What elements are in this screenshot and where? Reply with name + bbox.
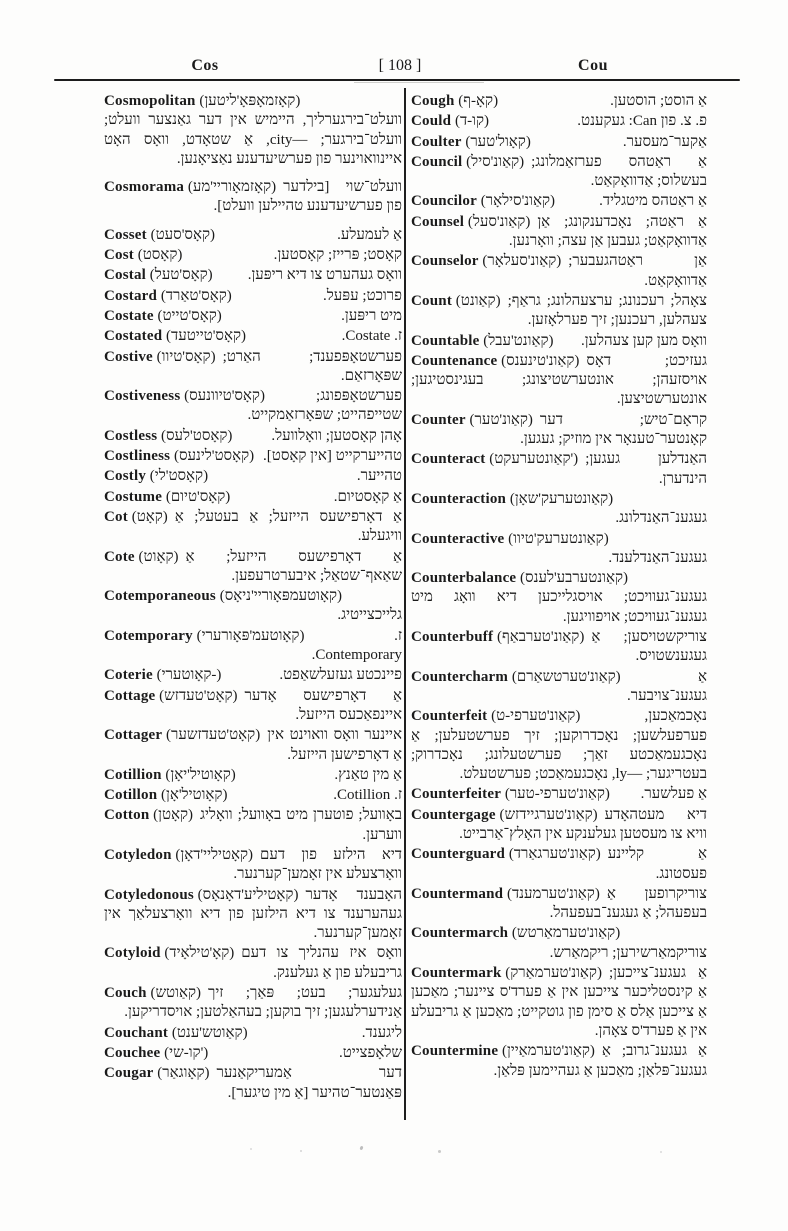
entry-definition: אַ געגענ־צויבער. (627, 668, 707, 704)
entry-definition: געלעגער; בעט; פּאַך; זיך אַנידערלעגען; זיך בוקען; בעהאַלטען; אויסדריקען. (124, 985, 402, 1021)
entry-headword: Counter (411, 411, 466, 428)
entry-definition: ליגענד. (361, 1024, 402, 1041)
entry-definition: וואָס מען קען צעהלען. (580, 332, 707, 349)
headword-group (411, 213, 530, 232)
entry-pronunciation: (קאַונ'סעל) (467, 213, 531, 230)
entry-pronunciation: (קאָס'טייט) (157, 307, 222, 324)
dictionary-entry (411, 292, 707, 331)
entry-pronunciation: (קאָוטיל'אָן) (161, 787, 228, 804)
headword-group (104, 1064, 209, 1083)
entry-definition: טהייער. (356, 468, 402, 485)
entry-headword: Costard (104, 287, 158, 304)
entry-definition: אַ הוסט; הוסטען. (610, 93, 707, 109)
entry-pronunciation: (קאַונ'סיל) (466, 153, 525, 170)
dictionary-entry (104, 666, 402, 685)
entry-pronunciation: (קאָט'טעדזשער) (166, 727, 261, 744)
entry-headword: Cotemporaneous (104, 588, 216, 605)
dictionary-entry (104, 327, 402, 346)
entry-definition: פערשטאָפּפענד; האַרט; שפּאָרזאַם. (222, 348, 402, 384)
entry-headword: Cost (104, 247, 134, 264)
entry-definition: ז. Contemporary. (311, 627, 402, 664)
headword-group (411, 964, 602, 983)
headword-group (104, 687, 238, 706)
dictionary-entry (411, 112, 707, 131)
dictionary-entry (411, 192, 707, 211)
entry-definition: קראָם־טיש; דער קאָנטער־טענאָר אין מוזיק; געגען. (520, 411, 707, 448)
headword-group (104, 1044, 208, 1063)
headword-group (104, 327, 246, 346)
dictionary-entry (104, 984, 402, 1023)
dictionary-entry (104, 587, 402, 626)
entry-pronunciation: (קאַונ'טערבאַף) (496, 629, 585, 646)
entry-headword: Countermark (411, 965, 502, 982)
entry-definition: וואָס געהערט צו דיא ריפּען. (247, 267, 402, 284)
headword-group (411, 924, 620, 943)
entry-headword: Countenance (411, 352, 498, 369)
headword-group (411, 192, 555, 211)
headword-group (104, 587, 342, 606)
entry-pronunciation: (קאָטיליע'דאָנאָס) (197, 886, 299, 903)
headword-group (411, 411, 533, 430)
entry-headword: Counterbuff (411, 629, 494, 646)
entry-headword: Countermine (411, 1043, 499, 1060)
entry-headword: Countergage (411, 806, 496, 823)
headword-group (104, 766, 236, 785)
entry-definition: אַ דאָרפישעס הייזעל; אַ שאַאף־שטאַל; איבערטרעפען. (185, 548, 402, 584)
entry-pronunciation: (קאַונ'סילאָר) (480, 193, 556, 210)
dictionary-entry (104, 726, 402, 765)
dictionary-entry (411, 490, 707, 529)
dictionary-entry (104, 307, 402, 326)
entry-pronunciation: (קאָסט'לעס) (161, 427, 233, 444)
entry-pronunciation: (קאָס'טיום) (165, 488, 231, 505)
entry-pronunciation: (קאַונט) (455, 292, 501, 309)
dictionary-entry (104, 387, 402, 426)
entry-pronunciation: (קאַונ'טערפי-ט) (491, 708, 581, 725)
headword-group (104, 786, 227, 805)
entry-headword: Coterie (104, 667, 153, 684)
headword-group (104, 467, 208, 486)
entry-definition: צאָהל; רעכנונג; ערצעהלונג; גראַף; צעהלען, רעכנען; זיך פערלאָזען. (507, 292, 707, 329)
headword-group (411, 490, 613, 509)
entry-headword: Couchee (104, 1044, 161, 1061)
entry-definition: אַ דאָרפישעס הייזעל; אַ בעטעל; אַ וויגעלע. (174, 508, 402, 545)
entry-headword: Costate (104, 307, 154, 324)
dictionary-entry (104, 348, 402, 387)
headword-group (104, 427, 232, 446)
dictionary-entry (104, 766, 402, 785)
entry-headword: Cot (104, 508, 128, 525)
entry-pronunciation: (קאָוטיל'יאָן) (165, 766, 236, 783)
entry-pronunciation: (קאַונ'טערמענד) (506, 885, 600, 902)
dictionary-entry (411, 411, 707, 450)
dictionary-entry (411, 806, 707, 845)
headword-group (411, 252, 561, 271)
entry-pronunciation: (קאַוטש'ענט) (171, 1024, 248, 1041)
header-guide-word-left: Cos (191, 57, 219, 74)
entry-headword: Costiveness (104, 388, 181, 405)
dictionary-entry (411, 845, 707, 884)
entry-pronunciation: (קאַונ'טער) (469, 411, 533, 428)
entry-pronunciation: (קאַונ'סעלאָר) (482, 253, 562, 270)
dictionary-entry (104, 92, 402, 169)
entry-pronunciation: (קאָטיליי'דאָן) (175, 846, 254, 863)
entry-pronunciation: (קאַונ'טערמאַרק) (505, 965, 602, 982)
entry-definition: צוריקרופען אַ בעפעהל; אַ געגענ־בעפעהל. (549, 885, 707, 922)
headword-group (104, 226, 215, 245)
entry-pronunciation: (קאָט'טעדזש) (159, 687, 238, 704)
headword-group (411, 569, 628, 588)
headword-group (104, 666, 221, 685)
entry-headword: Counterguard (411, 846, 506, 863)
dictionary-entry (104, 944, 402, 983)
entry-pronunciation: (קאָוטעמפּאָוריי'ניאָס) (219, 588, 343, 605)
headword-group (104, 447, 254, 466)
entry-headword: Coulter (411, 133, 462, 150)
entry-headword: Cotemporary (104, 627, 193, 644)
dictionary-entry (104, 806, 402, 845)
dictionary-entry (411, 628, 707, 667)
dictionary-entry (104, 427, 402, 446)
headword-group (411, 133, 531, 152)
entry-pronunciation: (קאָוט) (138, 548, 179, 565)
dictionary-entry (104, 287, 402, 306)
entry-definition: אַ ראַטהס פערזאַמלונג; בעשלוס; אַדוואָקאַט. (531, 153, 707, 190)
dictionary-entry (104, 488, 402, 507)
entry-definition: וואָס איז עהנליך צו דעם גריבעלע פון אַ געלענק. (241, 945, 402, 981)
entry-headword: Counterbalance (411, 570, 517, 587)
entry-headword: Couch (104, 985, 147, 1002)
headword-group (104, 348, 216, 367)
entry-headword: Costless (104, 427, 158, 444)
entry-pronunciation: (קאָסט) (137, 247, 183, 264)
header-page-number: [ 108 ] (378, 57, 422, 74)
headword-group (411, 292, 501, 311)
entry-headword: Cougar (104, 1065, 154, 1082)
entry-pronunciation: (קאַוטש) (150, 985, 201, 1002)
dictionary-entry (411, 707, 707, 784)
entry-pronunciation: (קאָוגאַר) (157, 1065, 210, 1082)
entry-definition: דיא הילזע פון דעם וואָרצעלע אין זאָמען־קערנער. (233, 846, 402, 883)
dictionary-entry (411, 785, 707, 804)
dictionary-entry (411, 924, 707, 963)
entry-headword: Count (411, 292, 453, 309)
entry-pronunciation: (קאַונ'טערמאַיין) (501, 1043, 595, 1060)
dictionary-entry (104, 226, 402, 245)
dictionary-entry (411, 450, 707, 489)
entry-definition: באָוועל; פוטערן מיט באָוועל; וואָליג ווערען. (200, 807, 402, 843)
column-divider (404, 88, 406, 1120)
entry-definition: איינער וואָס וואוינט אין אַ דאָרפישען הייזעל. (267, 727, 402, 763)
entry-definition: אַ ראַטהס מיטגליד. (599, 193, 707, 210)
headword-group (104, 627, 304, 646)
entry-pronunciation: (קאָוטעמ'פּאָורערי) (196, 627, 305, 644)
dictionary-entry (411, 1042, 707, 1081)
dictionary-entry (104, 548, 402, 587)
entry-headword: Cosmopolitan (104, 93, 196, 109)
headword-group (104, 548, 178, 567)
entry-headword: Cotyledon (104, 846, 172, 863)
headword-group (411, 885, 600, 904)
entry-headword: Costated (104, 328, 163, 345)
headword-group (104, 488, 230, 507)
entry-pronunciation: (קאָס'סעט) (150, 226, 215, 243)
header-guide-word-right: Cou (578, 57, 608, 74)
headword-group (411, 806, 598, 825)
entry-headword: Cotyledonous (104, 886, 194, 903)
entry-definition: שלאָפצייט. (338, 1044, 402, 1061)
entry-definition: פיינכטע געזעלשאַפט. (279, 667, 402, 684)
entry-pronunciation: (קאָסט'לי) (149, 468, 209, 485)
entry-headword: Countermarch (411, 925, 509, 942)
entry-definition: טהייערקייט [אין קאָסט]. (263, 448, 402, 465)
entry-headword: Couchant (104, 1024, 169, 1041)
dictionary-entry (104, 846, 402, 885)
dictionary-entry (411, 352, 707, 410)
entry-definition: געגענ־געוויכט; אויסגלייכען דיא וואָג מיט געגענ־געוויכט; אויפוויגען. (411, 589, 707, 625)
headword-group (411, 1042, 595, 1061)
entry-pronunciation: (קאָט) (131, 508, 168, 525)
entry-headword: Counterfeit (411, 708, 488, 725)
dictionary-entry (104, 627, 402, 666)
dictionary-entry (411, 153, 707, 192)
dictionary-entry (411, 885, 707, 924)
entry-definition: דער אַמעריקאַנער פּאַנטער־טהיער [אַ מין טיגער]. (216, 1065, 402, 1101)
entry-definition: פערשטאָפּפונג; שטייפהייט; שפּאָרזאַמקייט. (247, 388, 402, 424)
headword-group (411, 112, 489, 131)
dictionary-entry (104, 266, 402, 285)
dictionary-entry (411, 530, 707, 569)
headword-group (104, 92, 300, 111)
entry-pronunciation: (קאָזמאָוריי'מע) (187, 179, 277, 196)
entry-headword: Counselor (411, 253, 479, 270)
entry-pronunciation: (קאָס'טעל) (149, 267, 213, 284)
entry-headword: Costume (104, 488, 163, 505)
entry-definition: נאָכמאַכען, פערפעלשען; נאָכדרוקען; זיך פערשטעלען; אַ נאָכגעמאַכטע זאַך; פערשטעלונג; נאָכדרוק; בעטריגער; —ly, נאָכגעמאַכט; פערשטעלט. (411, 708, 707, 783)
entry-definition: האַנדלען געגען; הינדערן. (585, 451, 707, 487)
entry-definition: וועלט־שוי [בילדער פון פערשיעדענע טהיילען וועלט]. (213, 179, 402, 215)
scan-smudge (359, 1146, 363, 1151)
scan-smudge (250, 1148, 252, 1150)
entry-definition: אַ געגענ־צייכען; אַ קינסטליכער צייכען אין אַ פערד'ס ציינער; מאַכען אַ צייכען אַלס אַ סימן פון גוטקייט; מאַכען אַ גריבעלע אין אַ פערד'ס צאָהן. (411, 965, 707, 1039)
entry-definition: געזיכט; דאָס אויסזעהן; אונטערשטיצונג; בעגינסטיגען; אונטערשטיצען. (411, 352, 707, 408)
headword-group (411, 332, 553, 351)
entry-definition: האָבענד אָדער געהערענד צו דיא הילזען פון דיא וואָרצעלאַך אין זאָמען־קערנער. (104, 886, 402, 942)
scan-smudge (660, 1151, 662, 1153)
left-column (104, 92, 402, 1104)
entry-pronunciation: (קאַונט'עבל) (483, 332, 554, 349)
entry-pronunciation: (קאָסט'לינעס) (173, 448, 255, 465)
entry-pronunciation: (קאָטן) (153, 807, 194, 824)
dictionary-entry (104, 246, 402, 265)
entry-pronunciation: (קאַונ'טערגאַרד) (508, 846, 601, 863)
entry-pronunciation: (קו-שי') (164, 1044, 209, 1061)
entry-pronunciation: (קאָס'טיוונעס) (184, 388, 265, 405)
entry-definition: אַ מין טאַנץ. (334, 766, 402, 783)
dictionary-entry (104, 687, 402, 726)
right-column (411, 92, 707, 1082)
headword-group (104, 287, 232, 306)
entry-headword: Counteraction (411, 490, 507, 507)
entry-definition: פ. צ. פון Can: געקענט. (577, 113, 707, 130)
entry-headword: Countable (411, 332, 480, 349)
entry-definition: אָהן קאָסטען; וואָלוועל. (271, 427, 402, 444)
dictionary-entry (411, 964, 707, 1041)
dictionary-entry (104, 447, 402, 466)
entry-headword: Costal (104, 267, 147, 284)
headword-group (104, 508, 168, 527)
entry-definition: גלייכצייטיג. (337, 607, 402, 624)
headword-group (104, 178, 276, 197)
dictionary-entry (104, 1064, 402, 1103)
entry-pronunciation: (קאַונ'טערמאַרטש) (511, 925, 621, 942)
entry-definition: ז. Cotillion. (333, 787, 402, 804)
headword-group (411, 785, 610, 804)
entry-pronunciation: (קאַונ'טערפי-טער) (504, 786, 610, 803)
entry-headword: Council (411, 153, 463, 170)
entry-pronunciation: (קאַונ'טערטשאַרם) (511, 668, 621, 685)
entry-headword: Countermand (411, 885, 504, 902)
entry-definition: צוריקמאַרשירען; ריקמאַרש. (549, 944, 707, 961)
dictionary-entry (104, 786, 402, 805)
dictionary-entry (104, 1044, 402, 1063)
entry-pronunciation: (קאָס'טאַרד) (160, 287, 232, 304)
header-rule (54, 79, 740, 81)
entry-pronunciation: (קאָ'טילאָיד) (164, 945, 235, 962)
dictionary-entry (104, 508, 402, 547)
entry-pronunciation: (קאָ-ף) (458, 93, 499, 109)
headword-group (411, 668, 621, 687)
dictionary-entry (411, 133, 707, 152)
entry-pronunciation: (קאָול'טער) (465, 133, 531, 150)
headword-group (104, 246, 182, 265)
entry-pronunciation: (קאָס'טיוו) (156, 348, 216, 365)
entry-pronunciation: (קאָזמאָפּאָ'ליטען) (199, 93, 301, 109)
headword-group (104, 886, 298, 905)
entry-definition: געגענ־האַנדלענד. (608, 549, 707, 566)
dictionary-entry (104, 467, 402, 486)
entry-headword: Cottager (104, 727, 163, 744)
headword-group (104, 1024, 248, 1043)
entry-definition: ז. Costate. (341, 328, 402, 345)
entry-headword: Countercharm (411, 668, 509, 685)
entry-definition: געגענ־האַנדלונג. (615, 510, 707, 527)
entry-pronunciation: (קאַונטערעקט') (489, 451, 579, 468)
entry-headword: Cotton (104, 807, 150, 824)
dictionary-entry (411, 569, 707, 627)
entry-definition: פרוכט; עפּעל. (323, 287, 402, 304)
entry-definition: דיא מעטהאָדע וויא צו מעסטען געלענקע אין האָלץ־אַרבייט. (459, 806, 707, 842)
headword-group (411, 707, 580, 726)
entry-headword: Cotillon (104, 787, 158, 804)
dictionary-entry (411, 213, 707, 252)
entry-headword: Could (411, 113, 452, 130)
headword-group (411, 450, 578, 469)
entry-headword: Cotillion (104, 766, 162, 783)
entry-definition: אַקער־מעסער. (622, 133, 707, 150)
entry-headword: Counteractive (411, 530, 505, 547)
entry-definition: וועלט־בירגערליך, היימיש אין דער גאַנצער וועלט; וועלט־בירגער; —city, אַ שטאָדט, וואָס האָט איינוואוינער פון פערשיעדענע נאַציאָנען. (104, 112, 402, 167)
entry-pronunciation: (קו-ד) (454, 113, 490, 130)
headword-group (104, 984, 201, 1003)
headword-group (104, 846, 253, 865)
entry-headword: Cosset (104, 226, 147, 243)
entry-definition: אַ געגענ־גרוב; אַ געגענ־פּלאַן; מאַכען אַ געהיימען פּלאַן. (493, 1043, 707, 1079)
dictionary-entry (411, 332, 707, 351)
entry-definition: אַן ראַטהגעבער; אַדוואָקאַט. (568, 253, 707, 289)
dictionary-entry (104, 886, 402, 944)
entry-pronunciation: (קאָוטערי-) (156, 667, 222, 684)
entry-headword: Counteract (411, 451, 486, 468)
headword-group (411, 845, 601, 864)
entry-headword: Cotyloid (104, 945, 161, 962)
headword-group (104, 726, 260, 745)
entry-definition: אַ לעמעלע. (337, 226, 402, 243)
entry-definition: מיט ריפּען. (341, 307, 402, 324)
entry-headword: Costliness (104, 448, 171, 465)
entry-headword: Counterfeiter (411, 786, 502, 803)
scan-smudge (438, 1150, 441, 1153)
entry-headword: Cough (411, 93, 455, 109)
entry-pronunciation: (קאָס'טייטעד) (166, 328, 246, 345)
entry-headword: Costly (104, 468, 147, 485)
headword-group (104, 307, 222, 326)
headword-group (104, 266, 213, 285)
dictionary-entry (104, 1024, 402, 1043)
scan-smudge (300, 1150, 302, 1152)
entry-pronunciation: (קאַונ'טערגיידזש) (499, 806, 598, 823)
entry-definition: אַ קליינע פעסטונג. (607, 846, 707, 882)
dictionary-entry (411, 252, 707, 291)
entry-pronunciation: (קאַונטערעק'שאָן) (509, 490, 614, 507)
entry-headword: Cottage (104, 687, 156, 704)
headword-group (411, 153, 524, 172)
entry-headword: Costive (104, 348, 153, 365)
headword-group (104, 806, 193, 825)
entry-headword: Counsel (411, 213, 465, 230)
headword-group (411, 530, 609, 549)
entry-definition: אַ קאָסטיום. (333, 488, 402, 505)
entry-headword: Cosmorama (104, 179, 185, 196)
headword-group (104, 387, 265, 406)
entry-headword: Councilor (411, 193, 477, 210)
entry-definition: אַ ראַטה; נאָכדענקונג; אַן אַדוואָקאַט; געבען אַן עצה; וואָרנען. (508, 213, 707, 250)
entry-definition: אַ פעלשער. (640, 786, 707, 803)
dictionary-entry (104, 178, 402, 217)
headword-group (104, 944, 234, 963)
headword-group (411, 92, 498, 111)
entry-headword: Cote (104, 548, 135, 565)
headword-group (411, 352, 579, 371)
entry-pronunciation: (קאַונ'טינענס) (501, 352, 580, 369)
entry-definition: צוריקשטויסען; אַ געגענשטויס. (591, 629, 707, 665)
entry-pronunciation: (קאַונטערעק'טיוו) (508, 530, 609, 547)
entry-pronunciation: (קאַונטערבע'לענס) (520, 570, 629, 587)
dictionary-entry (411, 92, 707, 111)
headword-group (411, 628, 584, 647)
dictionary-entry (411, 668, 707, 707)
entry-definition: אַ דאָרפישעס אָדער איינפאַכעס הייזעל. (244, 687, 402, 723)
entry-definition: קאָסט; פּרייז; קאָסטען. (273, 247, 402, 264)
